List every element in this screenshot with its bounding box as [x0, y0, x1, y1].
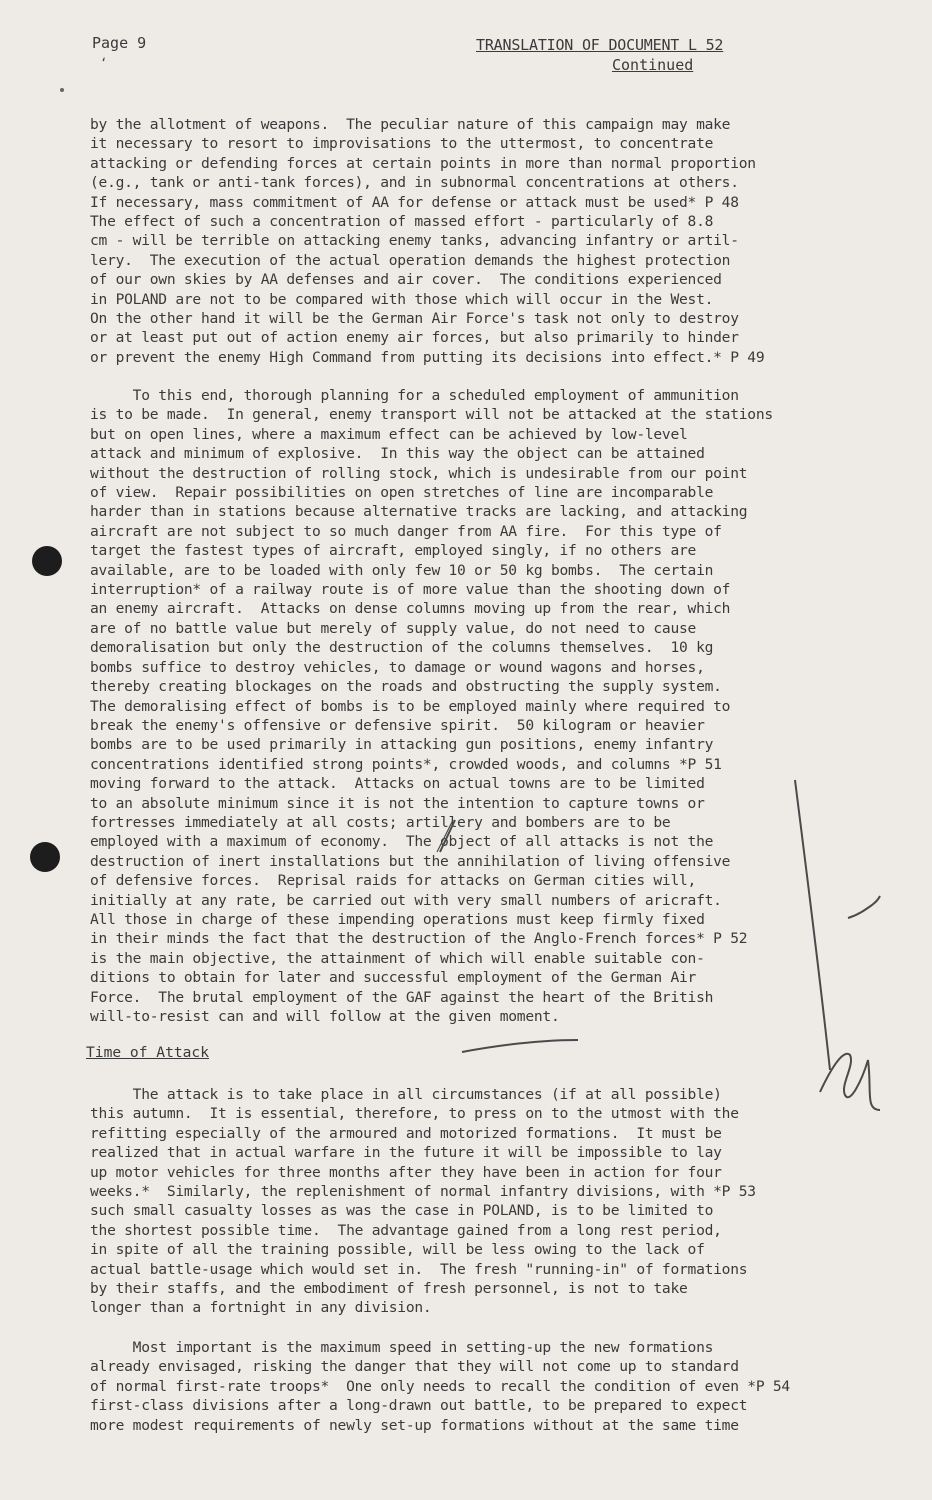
margin-bracket-line: [795, 780, 830, 1070]
slash-mark-1: [440, 820, 455, 852]
underline-stroke: [462, 1040, 578, 1052]
margin-check-mark: [848, 896, 880, 918]
paragraph-planning: To this end, thorough planning for a scheduled employment of ammunition is to be made. In general, enemy transport will not be attacked at the stations but on open lines, where a maximum effect can be achieved by low-level attack and minimum of explosive. In this way the object can be attained without the destruction of rolling stock, which is undesirable from our point of view. Repair possibilities on open stretches of line are incomparable harder than in stations because alternative tracks are lacking, and attacking aircraft are not subject to so much danger from AA fire. For this type of target the fastest types of aircraft, employed singly, if no others are available, are to be loaded with only few 10 or 50 kg bombs. The certain interruption* of a railway route is of more value than the shooting down of an enemy aircraft. Attacks on dense columns moving up from the rear, which are of no battle value but merely of supply value, do not need to cause demoralisation but only the destruction of the columns themselves. 10 kg bombs suffice to destroy vehicles, to damage or wound wagons and horses, thereby creating blockages on the roads and obstructing the supply system. The demoralising effect of bombs is to be employed mainly where required to break the enemy's offensive or defensive spirit. 50 kilogram or heavier bombs are to be used primarily in attacking gun positions, enemy infantry concentrations identified strong points*, crowded woods, and columns *P 51 moving forward to the attack. Attacks on actual towns are to be limited to an absolute minimum since it is not the intention to capture towns or fortresses immediately at all costs; artillery and bombers are to be employed with a maximum of economy. The object of all attacks is not the destruction of inert installations but the annihilation of living offensive of defensive forces. Reprisal raids for attacks on German cities will, initially at any rate, be carried out with very small numbers of aricraft. All those in charge of these impending operations must keep firmly fixed in their minds the fact that the destruction of the Anglo-French forces* P 52 is the main objective, the attainment of which will enable suitable con- ditions to obtain for later and successful employment of the German Air Force. The brutal employment of the GAF against the heart of the British will-to-resist can and will follow at the given moment.: [90, 387, 773, 1025]
slash-mark-2: [437, 820, 453, 852]
continued-label: Continued: [612, 56, 694, 74]
page-number: Page 9: [92, 34, 147, 52]
document-title: TRANSLATION OF DOCUMENT L 52: [476, 36, 724, 54]
paragraph-time-of-attack: The attack is to take place in all circumstances (if at all possible) this autumn. It is essential, therefore, to press on to the utmost with the refitting especially of the armoured and motorized formations. It must be realized that in actual warfare in the future it will be impossible to lay up motor vehicles for three months after they have been in action for four weeks.* Similarly, the replenishment of normal infantry divisions, with *P 53 such small casualty losses as was the case in POLAND, is to be limited to the shortest possible time. The advantage gained from a long rest period, in spite of all the training possible, will be less owing to the lack of actual battle-usage which would set in. The fresh "running-in" of formations by their staffs, and the embodiment of fresh personnel, is not to take longer than a fortnight in any division.: [90, 1086, 756, 1317]
paragraph-allotment: by the allotment of weapons. The peculiar nature of this campaign may make it necessary to resort to improvisations to the uttermost, to concentrate attacking or defending forces at certain points in more than normal proportion (e.g., tank or anti-tank forces), and in subnormal concentrations at others. If necessary, mass commitment of AA for defense or attack must be used* P 48 The effect of such a concentration of massed effort - particularly of 8.8 cm - will be terrible on attacking enemy tanks, advancing infantry or artil- lery. The execution of the actual operation demands the highest protection of our own skies by AA defenses and air cover. The conditions experienced in POLAND are not to be compared with those which will occur in the West. On the other hand it will be the German Air Force's task not only to destroy or at least put out of action enemy air forces, but also primarily to hinder or prevent the enemy High Command from putting its decisions into effect.* P 49: [90, 116, 765, 366]
paragraph-new-formations: Most important is the maximum speed in setting-up the new formations already envisaged, risking the danger that they will not come up to standard of normal first-rate troops* One only needs to recall the condition of even *P 54 first-class divisions after a long-drawn out battle, to be prepared to expect more modest requirements of newly set-up formations without at the same time: [90, 1339, 790, 1434]
tick-mark: ‘: [100, 56, 108, 70]
section-heading: Time of Attack: [86, 1044, 210, 1061]
